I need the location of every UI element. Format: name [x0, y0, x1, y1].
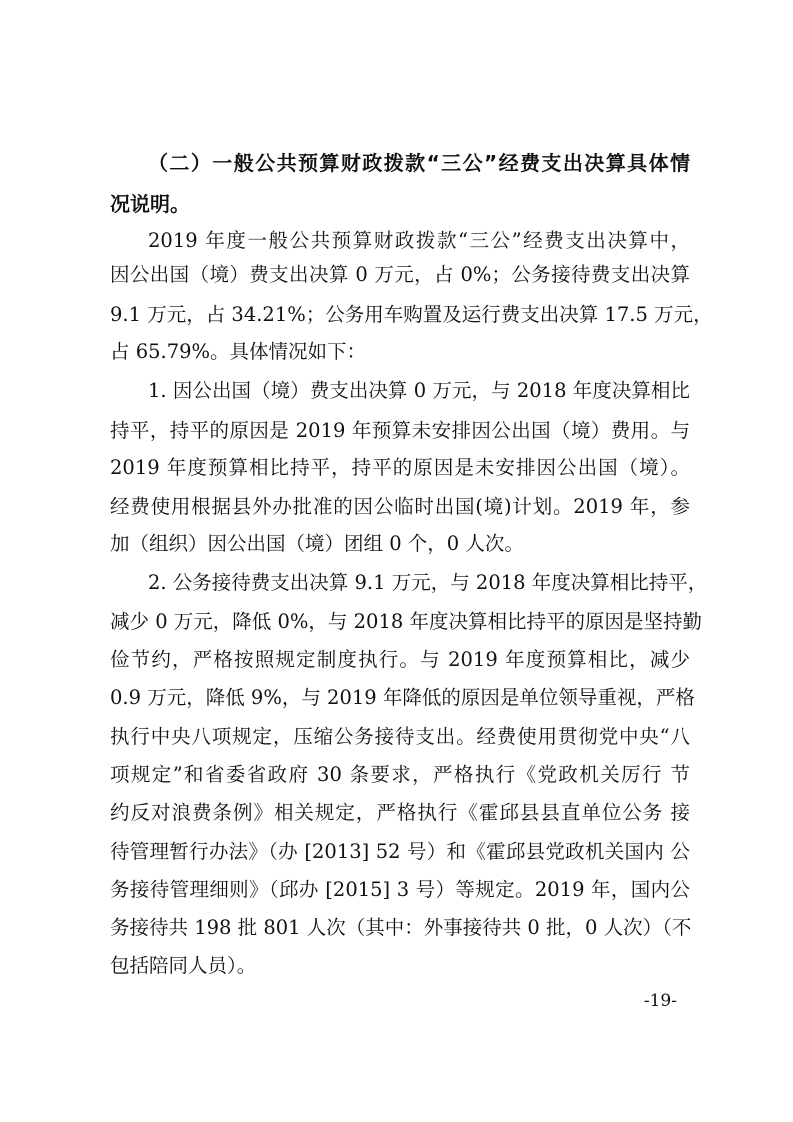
- paragraph-3-line-1: 2. 公务接待费支出决算 9.1 万元，与 2018 年度决算相比持平，: [148, 571, 708, 594]
- paragraph-2-line-5: 加（组织）因公出国（境）团组 0 个，0 人次。: [110, 532, 524, 555]
- paragraph-3-line-10: 务接待共 198 批 801 人次（其中：外事接待共 0 批，0 人次）（不: [110, 916, 692, 939]
- paragraph-3-line-4: 0.9 万元，降低 9%，与 2019 年降低的原因是单位领导重视，严格: [110, 686, 695, 709]
- section-heading-line-1: （二）一般公共预算财政拨款“三公”经费支出决算具体情: [148, 151, 690, 175]
- paragraph-3-line-9: 务接待管理细则》（邱办 [2015] 3 号）等规定。2019 年，国内公: [110, 878, 690, 901]
- paragraph-3-line-7: 约反对浪费条例》相关规定，严格执行《霍邱县县直单位公务 接: [110, 801, 690, 824]
- paragraph-3-line-2: 减少 0 万元，降低 0%，与 2018 年度决算相比持平的原因是坚持勤: [110, 610, 702, 633]
- paragraph-1-line-4: 占 65.79%。具体情况如下：: [110, 340, 367, 363]
- paragraph-1-line-2: 因公出国（境）费支出决算 0 万元，占 0%；公务接待费支出决算: [110, 263, 690, 286]
- paragraph-1-line-1: 2019 年度一般公共预算财政拨款“三公”经费支出决算中，: [148, 229, 690, 252]
- paragraph-2-line-4: 经费使用根据县外办批准的因公临时出国(境)计划。2019 年，参: [110, 495, 690, 518]
- paragraph-3-line-11: 包括陪同人员）。: [110, 954, 257, 977]
- paragraph-3-line-5: 执行中央八项规定，压缩公务接待支出。经费使用贯彻党中央“八: [110, 725, 690, 748]
- section-heading-line-2: 况说明。: [110, 192, 190, 216]
- paragraph-3-line-8: 待管理暂行办法》（办 [2013] 52 号）和《霍邱县党政机关国内 公: [110, 840, 690, 863]
- paragraph-3-line-3: 俭节约，严格按照规定制度执行。与 2019 年度预算相比，减少: [110, 648, 690, 671]
- paragraph-2-line-3: 2019 年度预算相比持平，持平的原因是未安排因公出国（境）。: [110, 456, 690, 479]
- paragraph-1-line-3: 9.1 万元，占 34.21%；公务用车购置及运行费支出决算 17.5 万元，: [110, 303, 713, 326]
- paragraph-2-line-2: 持平，持平的原因是 2019 年预算未安排因公出国（境）费用。与: [110, 419, 690, 442]
- paragraph-3-line-6: 项规定”和省委省政府 30 条要求，严格执行《党政机关厉行 节: [110, 763, 690, 786]
- page-number: -19-: [643, 991, 677, 1011]
- paragraph-2-line-1: 1. 因公出国（境）费支出决算 0 万元，与 2018 年度决算相比: [148, 379, 690, 402]
